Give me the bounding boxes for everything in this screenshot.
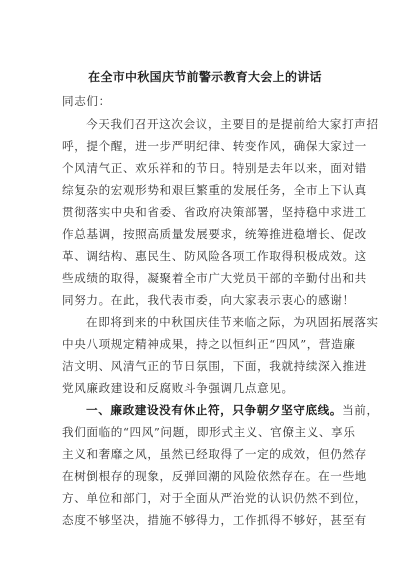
document-title: 在全市中秋国庆节前警示教育大会上的讲话 — [88, 70, 322, 84]
paragraph-line: 些成绩的取得，凝聚着全市广大党员干部的辛勤付出和共 — [62, 271, 367, 285]
paragraph-line: 在树倒根存的现象，反弹回潮的风险依然存在。在一些地 — [62, 469, 367, 483]
paragraph-line: 个风清气正、欢乐祥和的节日。特别是去年以来，面对错 — [62, 161, 367, 175]
paragraph-line: 洁文明、风清气正的节日氛围，下面，我就持续深入推进 — [62, 359, 367, 373]
paragraph-line: 贯彻落实中央和省委、省政府决策部署，坚持稳中求进工 — [62, 205, 367, 219]
paragraph-line: 在即将到来的中秋国庆佳节来临之际，为巩固拓展落实 — [86, 315, 379, 329]
paragraph-line: 同努力。在此，我代表市委，向大家表示衷心的感谢！ — [62, 293, 355, 307]
paragraph-line: 主义和奢靡之风，虽然已经取得了一定的成效，但仍然存 — [62, 447, 367, 461]
paragraph-line: 中央八项规定精神成果，持之以恒纠正“四风”，营造廉 — [62, 337, 356, 351]
paragraph-line: 综复杂的宏观形势和艰巨繁重的发展任务，全市上下认真 — [62, 183, 367, 197]
paragraph-line: 方、单位和部门，对于全面从严治党的认识仍然不到位， — [62, 491, 367, 505]
paragraph-line: 我们面临的“四风”问题，即形式主义、官僚主义、享乐 — [62, 425, 356, 439]
section-heading-tail: 当前， — [342, 403, 379, 417]
salutation: 同志们： — [62, 94, 111, 108]
section-heading: 一、廉政建设没有休止符，只争朝夕坚守底线。 — [86, 403, 343, 417]
paragraph-line: 态度不够坚决，措施不够得力，工作抓得不够好，甚至有 — [62, 513, 367, 527]
paragraph-line: 党风廉政建设和反腐败斗争强调几点意见。 — [62, 381, 294, 395]
section-heading-line — [86, 403, 379, 417]
paragraph-line: 呼，提个醒，进一步严明纪律、转变作风，确保大家过一 — [62, 139, 367, 153]
paragraph-line: 革、调结构、惠民生、防风险各项工作取得积极成效。这 — [62, 249, 367, 263]
paragraph-line: 作总基调，按照高质量发展要求，统筹推进稳增长、促改 — [62, 227, 367, 241]
paragraph-line: 今天我们召开这次会议，主要目的是提前给大家打声招 — [86, 117, 379, 131]
